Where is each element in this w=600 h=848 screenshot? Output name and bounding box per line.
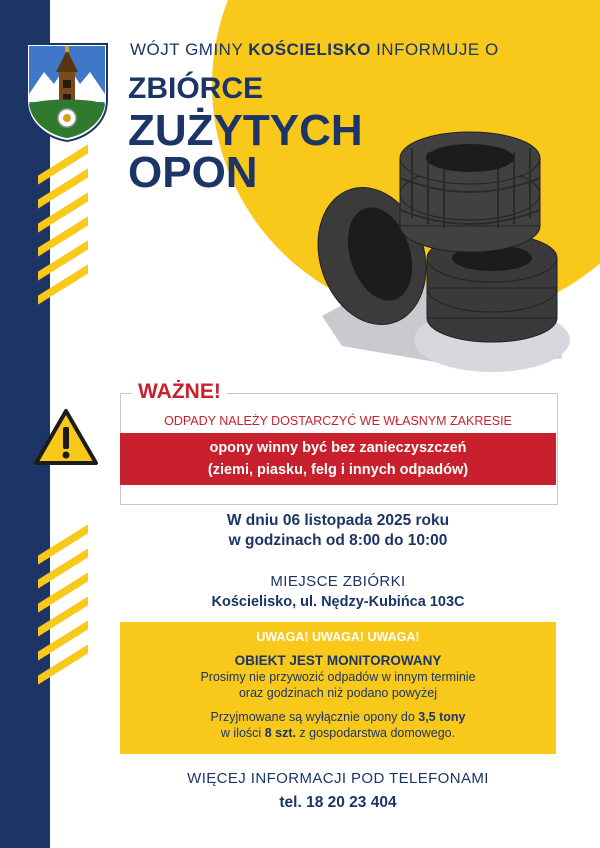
notice-p2-line2 bbox=[120, 726, 556, 740]
notice-p2-line1 bbox=[120, 710, 556, 724]
notice-p2-count: 8 szt. bbox=[264, 726, 296, 740]
notice-monitored: OBIEKT JEST MONITOROWANY bbox=[234, 653, 442, 668]
more-info-label: WIĘCEJ INFORMACJI POD TELEFONAMI bbox=[187, 770, 489, 787]
notice-p2-pre: Przyjmowane są wyłącznie opony do bbox=[210, 710, 419, 724]
hatch-stripes-bottom bbox=[38, 520, 88, 690]
important-line-2: (ziemi, piasku, felg i innych odpadów) bbox=[207, 462, 469, 478]
header-suffix: INFORMUJE O bbox=[370, 40, 499, 59]
header-prefix: WÓJT GMINY bbox=[130, 40, 249, 59]
title-line-1: ZBIÓRCE bbox=[128, 72, 263, 105]
notice-p1-line2: oraz godzinach niż podano powyżej bbox=[238, 686, 438, 700]
notice-p2-mid: w ilości bbox=[220, 726, 265, 740]
header-line bbox=[130, 40, 499, 60]
hatch-stripes-top bbox=[38, 150, 88, 310]
notice-p1-line1: Prosimy nie przywozić odpadów w innym terminie bbox=[200, 670, 476, 684]
title-line-3: OPON bbox=[128, 148, 258, 197]
coat-of-arms-icon bbox=[24, 42, 110, 142]
notice-box bbox=[120, 622, 556, 754]
date-line-1: W dniu 06 listopada 2025 roku bbox=[226, 512, 450, 529]
header-municipality: KOŚCIELISKO bbox=[248, 40, 371, 59]
important-line-1: opony winny być bez zanieczyszczeń bbox=[209, 440, 467, 456]
title-line-2: ZUŻYTYCH bbox=[128, 106, 363, 155]
tires-stack-illustration bbox=[302, 108, 600, 378]
notice-heading: UWAGA! UWAGA! UWAGA! bbox=[256, 630, 420, 644]
important-subtitle: ODPADY NALEŻY DOSTARCZYĆ WE WŁASNYM ZAKRESIE bbox=[164, 414, 512, 428]
phone-number: tel. 18 20 23 404 bbox=[279, 794, 397, 811]
notice-p2-weight: 3,5 tony bbox=[418, 710, 466, 724]
important-red-banner bbox=[120, 433, 556, 485]
important-heading: WAŻNE! bbox=[132, 380, 227, 404]
warning-triangle-icon bbox=[32, 407, 100, 469]
notice-p2-post: z gospodarstwa domowego. bbox=[295, 726, 456, 740]
place-value: Kościelisko, ul. Nędzy-Kubińca 103C bbox=[211, 594, 465, 610]
date-line-2: w godzinach od 8:00 do 10:00 bbox=[228, 532, 448, 549]
place-label: MIEJSCE ZBIÓRKI bbox=[270, 573, 406, 590]
